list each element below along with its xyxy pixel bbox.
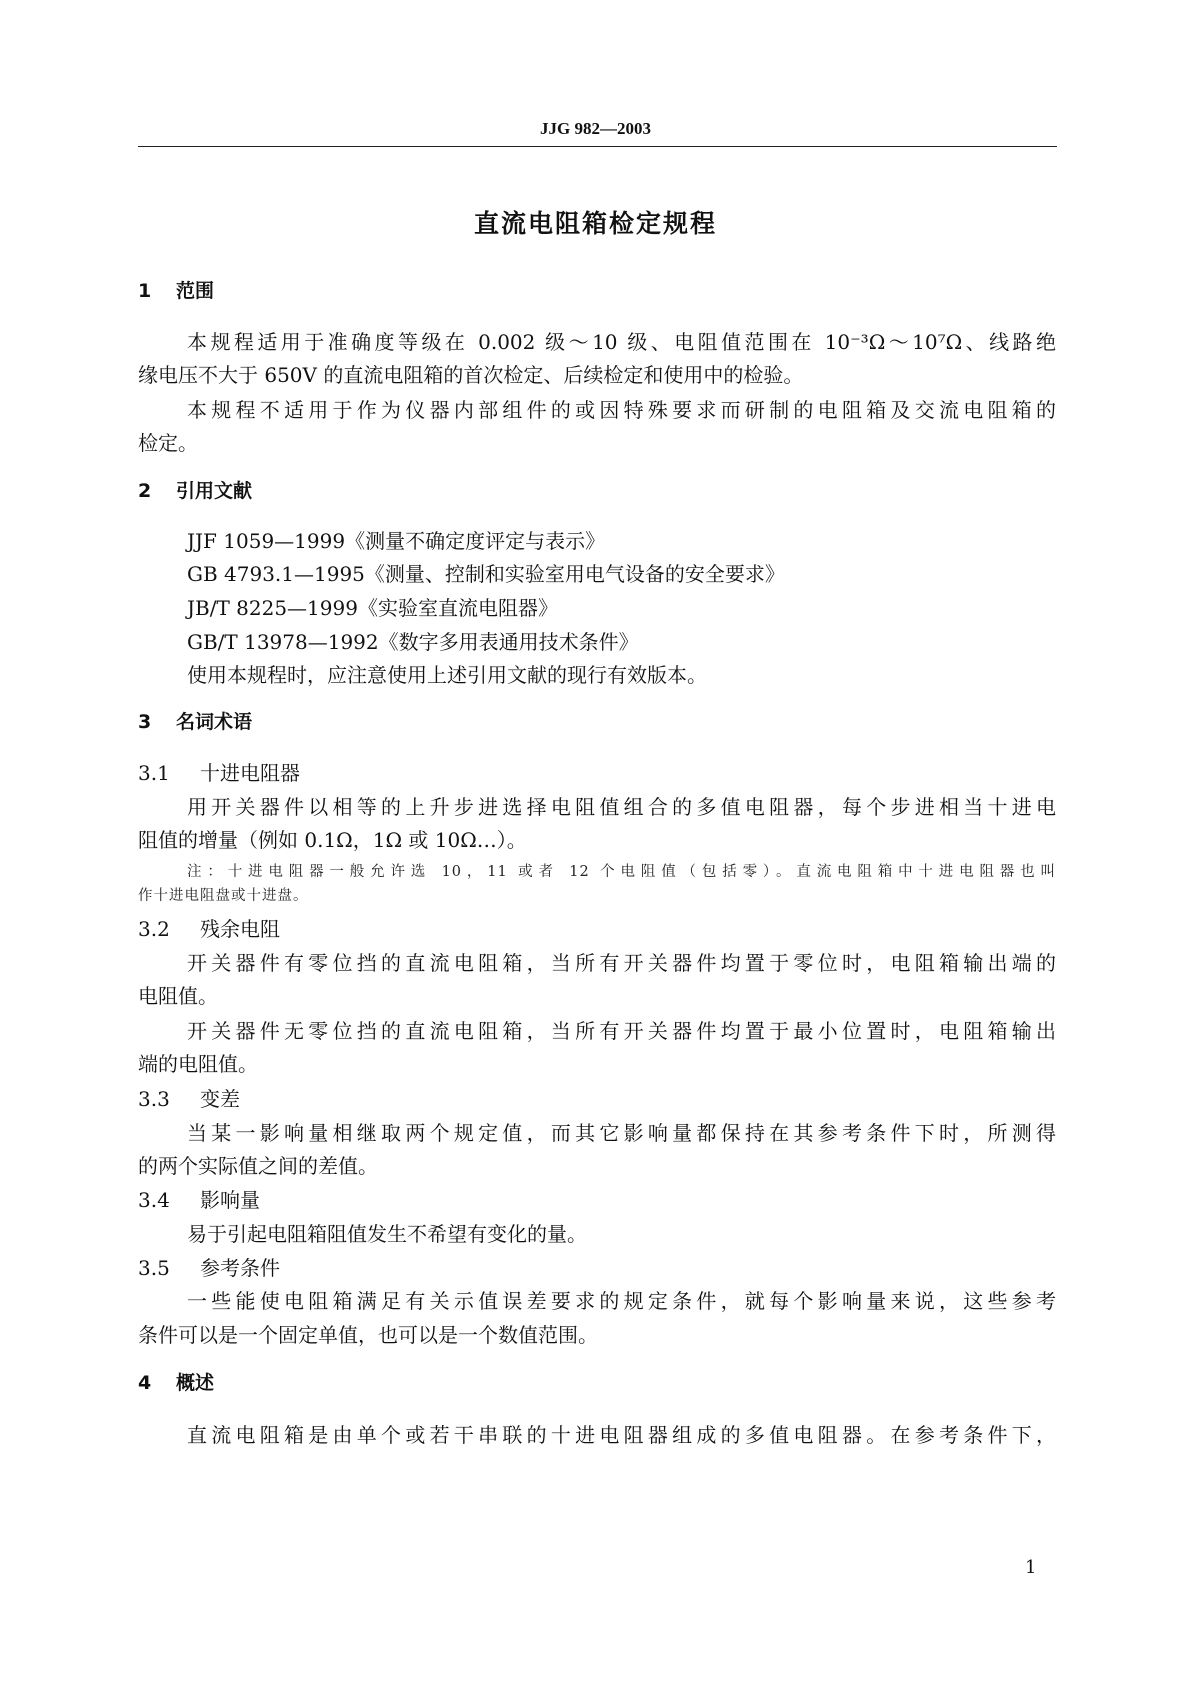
document-code-header: JJG 982—2003 bbox=[540, 119, 651, 138]
reference-item: GB/T 13978—1992《数字多用表通用技术条件》 bbox=[187, 630, 639, 654]
term-3-2-line-3: 开关器件无零位挡的直流电阻箱，当所有开关器件均置于最小位置时，电阻箱输出 bbox=[187, 1019, 1056, 1043]
term-title: 十进电阻器 bbox=[200, 761, 300, 785]
reference-item: GB 4793.1—1995《测量、控制和实验室用电气设备的安全要求》 bbox=[187, 562, 785, 586]
term-3-2-line-1: 开关器件有零位挡的直流电阻箱，当所有开关器件均置于零位时，电阻箱输出端的 bbox=[187, 951, 1056, 975]
term-title: 残余电阻 bbox=[200, 917, 280, 941]
term-3-1-note-line-1: 注：十进电阻器一般允许选 10，11 或者 12 个电阻值（包括零）。直流电阻箱中十进电阻器也叫 bbox=[187, 864, 1056, 880]
section-2-title: 引用文献 bbox=[176, 480, 253, 502]
reference-note: 使用本规程时，应注意使用上述引用文献的现行有效版本。 bbox=[187, 663, 707, 687]
term-number: 3.4 bbox=[138, 1188, 170, 1212]
term-3-5-line-1: 一些能使电阻箱满足有关示值误差要求的规定条件，就每个影响量来说，这些参考 bbox=[187, 1289, 1056, 1313]
term-title: 变差 bbox=[200, 1087, 240, 1111]
term-3-1-note-line-2: 作十进电阻盘或十进盘。 bbox=[138, 888, 309, 904]
section-1-title: 范围 bbox=[176, 280, 215, 302]
section-1-heading bbox=[138, 276, 214, 303]
term-3-5-heading bbox=[138, 1252, 280, 1281]
section-1-para-1-line-2: 缘电压不大于 650V 的直流电阻箱的首次检定、后续检定和使用中的检验。 bbox=[138, 363, 804, 387]
section-1-para-1-line-1: 本规程适用于准确度等级在 0.002 级～10 级、电阻值范围在 10⁻³Ω～10⁷Ω、线路绝 bbox=[187, 330, 1056, 354]
section-1-para-2-line-2: 检定。 bbox=[138, 431, 198, 455]
term-number: 3.2 bbox=[138, 917, 170, 941]
term-number: 3.3 bbox=[138, 1087, 170, 1111]
section-4-number: 4 bbox=[138, 1372, 152, 1394]
term-number: 3.5 bbox=[138, 1256, 170, 1280]
reference-item: JB/T 8225—1999《实验室直流电阻器》 bbox=[187, 596, 558, 620]
page-number: 1 bbox=[1025, 1557, 1037, 1578]
section-3-number: 3 bbox=[138, 711, 152, 733]
section-4-title: 概述 bbox=[176, 1372, 215, 1394]
page-title: 直流电阻箱检定规程 bbox=[473, 209, 717, 238]
header-divider bbox=[138, 146, 1057, 147]
term-title: 参考条件 bbox=[200, 1256, 280, 1280]
term-3-1-line-2: 阻值的增量（例如 0.1Ω，1Ω 或 10Ω…）。 bbox=[138, 828, 527, 852]
section-1-para-2-line-1: 本规程不适用于作为仪器内部组件的或因特殊要求而研制的电阻箱及交流电阻箱的 bbox=[187, 398, 1056, 422]
term-title: 影响量 bbox=[200, 1188, 260, 1212]
term-3-2-line-2: 电阻值。 bbox=[138, 984, 218, 1008]
term-3-2-line-4: 端的电阻值。 bbox=[138, 1052, 258, 1076]
reference-item: JJF 1059—1999《测量不确定度评定与表示》 bbox=[187, 529, 606, 553]
term-number: 3.1 bbox=[138, 761, 170, 785]
term-3-3-line-2: 的两个实际值之间的差值。 bbox=[138, 1154, 378, 1178]
term-3-4-heading bbox=[138, 1184, 260, 1213]
term-3-1-line-1: 用开关器件以相等的上升步进选择电阻值组合的多值电阻器，每个步进相当十进电 bbox=[187, 795, 1056, 819]
section-4-heading bbox=[138, 1368, 214, 1395]
term-3-2-heading bbox=[138, 913, 280, 942]
section-2-heading bbox=[138, 476, 252, 503]
term-3-1-heading bbox=[138, 757, 300, 786]
section-3-heading bbox=[138, 707, 252, 734]
section-2-number: 2 bbox=[138, 480, 152, 502]
section-4-line-1: 直流电阻箱是由单个或若干串联的十进电阻器组成的多值电阻器。在参考条件下， bbox=[187, 1423, 1056, 1447]
term-3-3-line-1: 当某一影响量相继取两个规定值，而其它影响量都保持在其参考条件下时，所测得 bbox=[187, 1121, 1056, 1145]
term-3-5-line-2: 条件可以是一个固定单值，也可以是一个数值范围。 bbox=[138, 1323, 598, 1347]
section-1-number: 1 bbox=[138, 280, 152, 302]
term-3-3-heading bbox=[138, 1083, 240, 1112]
term-3-4-line-1: 易于引起电阻箱阻值发生不希望有变化的量。 bbox=[187, 1222, 587, 1246]
section-3-title: 名词术语 bbox=[176, 711, 253, 733]
